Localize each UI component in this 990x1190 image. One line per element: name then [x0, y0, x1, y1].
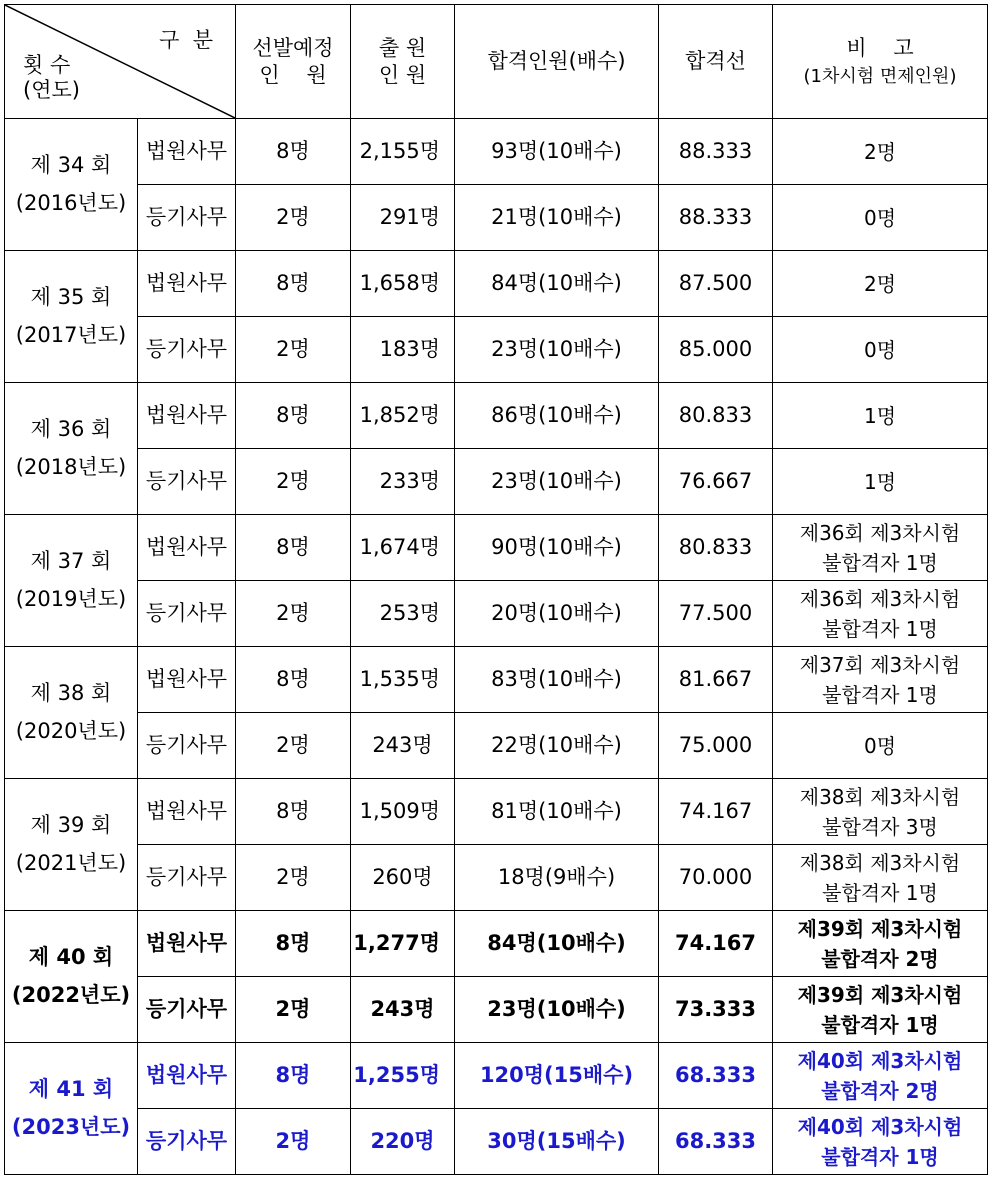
- cutoff-cell: 80.833: [659, 383, 773, 449]
- applicants-cell: 1,535명: [351, 647, 455, 713]
- passed-cell: 23명(10배수): [455, 977, 659, 1043]
- remarks-line2: 불합격자 1명: [822, 550, 938, 575]
- table-row: [5, 713, 988, 779]
- type-cell: 법원사무: [138, 1043, 236, 1109]
- remarks-cell: [773, 1109, 988, 1175]
- round-cell: [5, 911, 138, 1043]
- table-row: [5, 317, 988, 383]
- remarks-cell: [773, 317, 988, 383]
- type-cell: 법원사무: [138, 119, 236, 185]
- planned-cell: 2명: [236, 1109, 351, 1175]
- remarks-line2: 불합격자 1명: [822, 880, 938, 905]
- table-row: [5, 119, 988, 185]
- round-number: 제 35 회: [30, 284, 112, 309]
- remarks-cell: [773, 779, 988, 845]
- cutoff-cell: 70.000: [659, 845, 773, 911]
- passed-cell: 120명(15배수): [455, 1043, 659, 1109]
- header-category-label: 구 분: [159, 28, 213, 52]
- remarks-line1: 1명: [863, 403, 897, 428]
- planned-cell: 2명: [236, 845, 351, 911]
- remarks-line1: 1명: [863, 469, 897, 494]
- planned-cell: 8명: [236, 647, 351, 713]
- table-row: [5, 977, 988, 1043]
- round-year: (2020년도): [15, 718, 127, 743]
- round-year: (2021년도): [15, 850, 127, 875]
- header-round-label: [23, 53, 80, 103]
- type-cell: 등기사무: [138, 185, 236, 251]
- remarks-line2: 불합격자 2명: [821, 1078, 939, 1103]
- passed-cell: 83명(10배수): [455, 647, 659, 713]
- cutoff-cell: 88.333: [659, 119, 773, 185]
- remarks-line2: 불합격자 1명: [821, 1144, 939, 1169]
- remarks-line1: 제36회 제3차시험: [799, 520, 961, 545]
- round-number: 제 39 회: [30, 812, 112, 837]
- passed-cell: 81명(10배수): [455, 779, 659, 845]
- round-year: (2016년도): [15, 190, 127, 215]
- header-round-category-cell: [5, 5, 236, 119]
- remarks-cell: [773, 1043, 988, 1109]
- applicants-cell: 291명: [351, 185, 455, 251]
- type-cell: 법원사무: [138, 251, 236, 317]
- round-cell: [5, 251, 138, 383]
- planned-cell: 8명: [236, 119, 351, 185]
- cutoff-cell: 68.333: [659, 1109, 773, 1175]
- round-cell: [5, 515, 138, 647]
- round-year: (2017년도): [15, 322, 127, 347]
- type-cell: 등기사무: [138, 713, 236, 779]
- remarks-line1: 제39회 제3차시험: [797, 982, 963, 1007]
- header-row: [5, 5, 988, 119]
- type-cell: 등기사무: [138, 845, 236, 911]
- applicants-cell: 1,658명: [351, 251, 455, 317]
- remarks-line1: 제37회 제3차시험: [799, 652, 961, 677]
- remarks-line1: 2명: [863, 271, 897, 296]
- cutoff-cell: 87.500: [659, 251, 773, 317]
- header-cutoff: 합격선: [659, 5, 773, 119]
- round-cell: [5, 119, 138, 251]
- remarks-cell: [773, 845, 988, 911]
- planned-cell: 2명: [236, 317, 351, 383]
- exam-results-table: [4, 4, 988, 1175]
- type-cell: 등기사무: [138, 1109, 236, 1175]
- table-row: [5, 845, 988, 911]
- applicants-cell: 2,155명: [351, 119, 455, 185]
- applicants-cell: 1,674명: [351, 515, 455, 581]
- remarks-cell: [773, 515, 988, 581]
- header-remarks: 비 고 (1차시험 면제인원): [773, 5, 988, 119]
- passed-cell: 30명(15배수): [455, 1109, 659, 1175]
- remarks-cell: [773, 449, 988, 515]
- table-body: [5, 119, 988, 1175]
- applicants-cell: 1,255명: [351, 1043, 455, 1109]
- remarks-cell: [773, 647, 988, 713]
- round-cell: [5, 779, 138, 911]
- table-row: [5, 251, 988, 317]
- remarks-line1: 0명: [863, 337, 897, 362]
- cutoff-cell: 88.333: [659, 185, 773, 251]
- remarks-line1: 제39회 제3차시험: [797, 916, 963, 941]
- remarks-line1: 제38회 제3차시험: [799, 850, 961, 875]
- header-round-line2: (연도): [23, 78, 80, 103]
- planned-cell: 2명: [236, 713, 351, 779]
- passed-cell: 23명(10배수): [455, 317, 659, 383]
- remarks-line2: 불합격자 2명: [821, 946, 939, 971]
- round-number: 제 38 회: [30, 680, 112, 705]
- remarks-line1: 0명: [863, 733, 897, 758]
- remarks-cell: [773, 911, 988, 977]
- passed-cell: 21명(10배수): [455, 185, 659, 251]
- type-cell: 법원사무: [138, 647, 236, 713]
- table-row: [5, 449, 988, 515]
- type-cell: 법원사무: [138, 779, 236, 845]
- table-row: [5, 1043, 988, 1109]
- cutoff-cell: 80.833: [659, 515, 773, 581]
- applicants-cell: 243명: [351, 713, 455, 779]
- table-row: [5, 185, 988, 251]
- planned-cell: 8명: [236, 779, 351, 845]
- remarks-line1: 제36회 제3차시험: [799, 586, 961, 611]
- round-number: 제 40 회: [28, 944, 114, 969]
- round-year: (2022년도): [11, 982, 131, 1007]
- passed-cell: 23명(10배수): [455, 449, 659, 515]
- applicants-cell: 1,852명: [351, 383, 455, 449]
- applicants-cell: 1,509명: [351, 779, 455, 845]
- round-year: (2018년도): [15, 454, 127, 479]
- table-row: [5, 647, 988, 713]
- planned-cell: 2명: [236, 581, 351, 647]
- remarks-line2: 불합격자 3명: [822, 814, 938, 839]
- remarks-line2: 불합격자 1명: [821, 1012, 939, 1037]
- planned-cell: 2명: [236, 977, 351, 1043]
- remarks-cell: [773, 977, 988, 1043]
- header-round-line1: 횟 수: [23, 53, 71, 77]
- type-cell: 법원사무: [138, 911, 236, 977]
- table-row: [5, 383, 988, 449]
- remarks-line2: 불합격자 1명: [822, 682, 938, 707]
- round-cell: [5, 383, 138, 515]
- table-row: [5, 1109, 988, 1175]
- passed-cell: 86명(10배수): [455, 383, 659, 449]
- round-number: 제 34 회: [30, 152, 112, 177]
- type-cell: 등기사무: [138, 317, 236, 383]
- round-cell: [5, 647, 138, 779]
- cutoff-cell: 75.000: [659, 713, 773, 779]
- applicants-cell: 1,277명: [351, 911, 455, 977]
- remarks-line1: 0명: [863, 205, 897, 230]
- planned-cell: 8명: [236, 515, 351, 581]
- cutoff-cell: 85.000: [659, 317, 773, 383]
- passed-cell: 18명(9배수): [455, 845, 659, 911]
- remarks-line1: 제40회 제3차시험: [797, 1048, 963, 1073]
- round-number: 제 36 회: [30, 416, 112, 441]
- cutoff-cell: 76.667: [659, 449, 773, 515]
- passed-cell: 22명(10배수): [455, 713, 659, 779]
- header-planned: 선발예정 인 원: [236, 5, 351, 119]
- remarks-cell: [773, 185, 988, 251]
- type-cell: 법원사무: [138, 383, 236, 449]
- passed-cell: 20명(10배수): [455, 581, 659, 647]
- remarks-line2: 불합격자 1명: [822, 616, 938, 641]
- round-number: 제 41 회: [28, 1076, 114, 1101]
- type-cell: 등기사무: [138, 977, 236, 1043]
- remarks-cell: [773, 251, 988, 317]
- planned-cell: 8명: [236, 911, 351, 977]
- table-row: [5, 581, 988, 647]
- table-row: [5, 515, 988, 581]
- remarks-cell: [773, 581, 988, 647]
- planned-cell: 2명: [236, 449, 351, 515]
- cutoff-cell: 73.333: [659, 977, 773, 1043]
- passed-cell: 84명(10배수): [455, 251, 659, 317]
- planned-cell: 8명: [236, 251, 351, 317]
- remarks-cell: [773, 119, 988, 185]
- applicants-cell: 243명: [351, 977, 455, 1043]
- remarks-cell: [773, 383, 988, 449]
- applicants-cell: 260명: [351, 845, 455, 911]
- round-year: (2019년도): [15, 586, 127, 611]
- remarks-line1: 제40회 제3차시험: [797, 1114, 963, 1139]
- applicants-cell: 220명: [351, 1109, 455, 1175]
- remarks-line1: 2명: [863, 139, 897, 164]
- planned-cell: 8명: [236, 383, 351, 449]
- cutoff-cell: 74.167: [659, 911, 773, 977]
- table-row: [5, 911, 988, 977]
- table-row: [5, 779, 988, 845]
- planned-cell: 8명: [236, 1043, 351, 1109]
- passed-cell: 90명(10배수): [455, 515, 659, 581]
- type-cell: 법원사무: [138, 515, 236, 581]
- round-year: (2023년도): [11, 1114, 131, 1139]
- type-cell: 등기사무: [138, 449, 236, 515]
- header-passed: 합격인원(배수): [455, 5, 659, 119]
- type-cell: 등기사무: [138, 581, 236, 647]
- applicants-cell: 253명: [351, 581, 455, 647]
- header-applicants: 출 원 인 원: [351, 5, 455, 119]
- passed-cell: 93명(10배수): [455, 119, 659, 185]
- cutoff-cell: 74.167: [659, 779, 773, 845]
- round-number: 제 37 회: [30, 548, 112, 573]
- round-cell: [5, 1043, 138, 1175]
- applicants-cell: 233명: [351, 449, 455, 515]
- passed-cell: 84명(10배수): [455, 911, 659, 977]
- cutoff-cell: 68.333: [659, 1043, 773, 1109]
- cutoff-cell: 81.667: [659, 647, 773, 713]
- cutoff-cell: 77.500: [659, 581, 773, 647]
- remarks-line1: 제38회 제3차시험: [799, 784, 961, 809]
- planned-cell: 2명: [236, 185, 351, 251]
- applicants-cell: 183명: [351, 317, 455, 383]
- remarks-cell: [773, 713, 988, 779]
